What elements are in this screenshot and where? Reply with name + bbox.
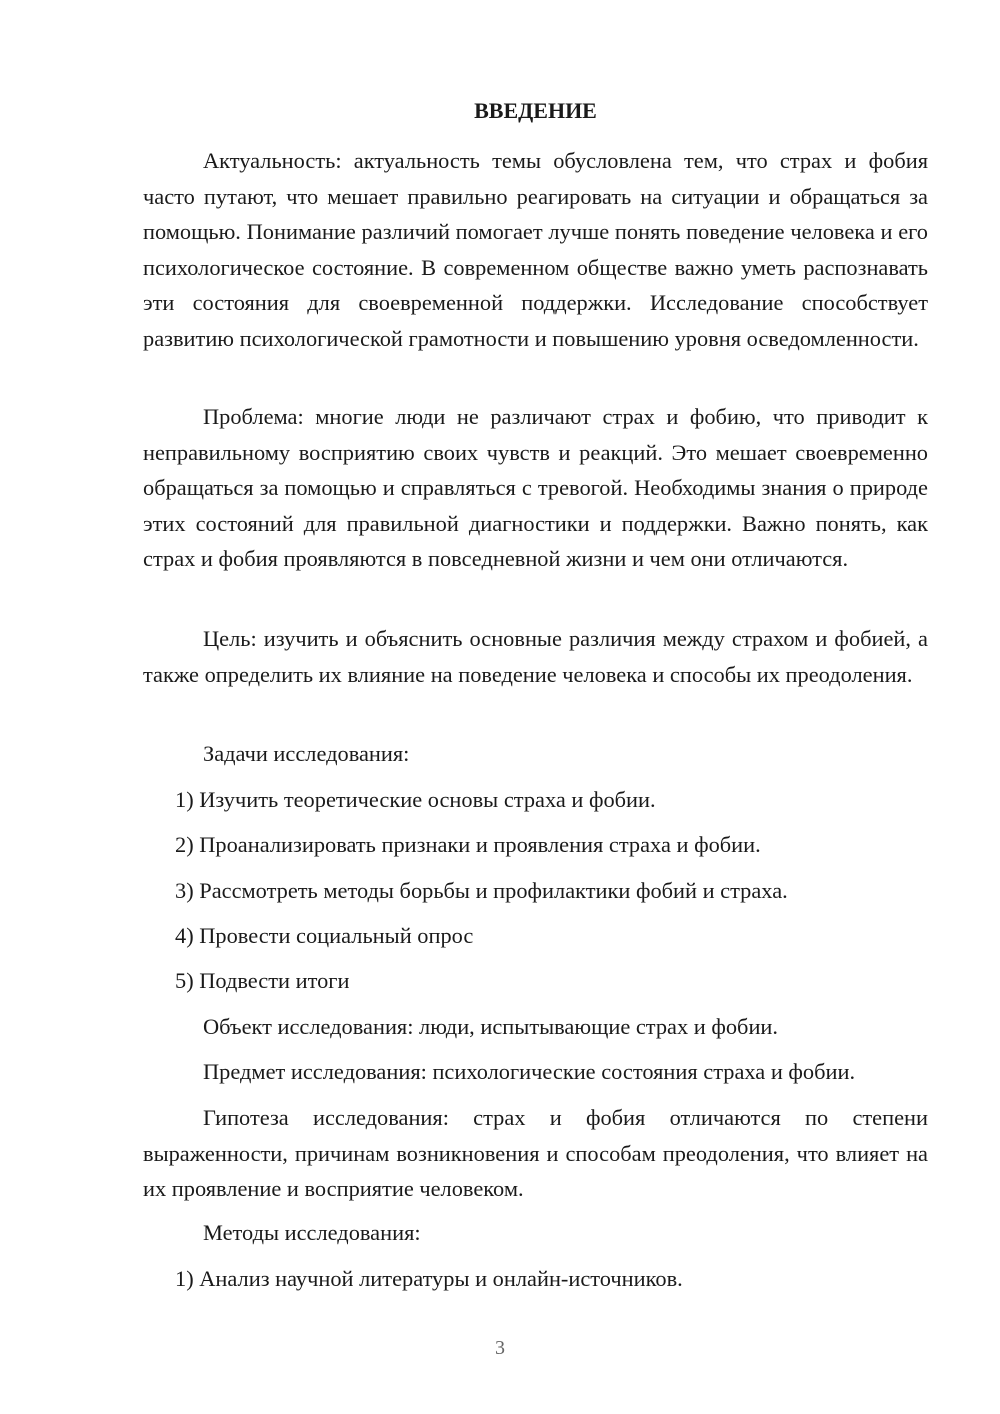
paragraph-subject: Предмет исследования: психологические состояния страха и фобии. bbox=[203, 1059, 856, 1084]
task-item: 3) Рассмотреть методы борьбы и профилактики фобий и страха. bbox=[175, 878, 788, 903]
task-item: 2) Проанализировать признаки и проявления страха и фобии. bbox=[175, 832, 761, 857]
tasks-heading: Задачи исследования: bbox=[203, 741, 410, 766]
paragraph-object: Объект исследования: люди, испытывающие страх и фобии. bbox=[203, 1014, 779, 1039]
page-number: 3 bbox=[495, 1337, 505, 1359]
method-item: 1) Анализ научной литературы и онлайн-источников. bbox=[175, 1266, 683, 1291]
paragraph-problem: Проблема: многие люди не различают страх и фобию, что приводит к неправильному восприятию своих чувств и реакций. Это мешает своевременно обращаться за помощью и справляться с тревогой. Необходимы знания о природе этих состояний для правильной диагностики и поддержки. Важно понять, как страх и фобия проявляются в повседневной жизни и чем они отличаются. bbox=[143, 404, 928, 571]
task-item: 1) Изучить теоретические основы страха и фобии. bbox=[175, 787, 656, 812]
task-item: 5) Подвести итоги bbox=[175, 968, 350, 993]
section-title: ВВЕДЕНИЕ bbox=[474, 98, 597, 123]
paragraph-goal: Цель: изучить и объяснить основные различия между страхом и фобией, а также определить их влияние на поведение человека и способы их преодоления. bbox=[143, 626, 928, 687]
paragraph-hypothesis: Гипотеза исследования: страх и фобия отличаются по степени выраженности, причинам возникновения и способам преодоления, что влияет на их проявление и восприятие человеком. bbox=[143, 1105, 928, 1201]
methods-heading: Методы исследования: bbox=[203, 1220, 421, 1245]
task-item: 4) Провести социальный опрос bbox=[175, 923, 474, 948]
paragraph-relevance: Актуальность: актуальность темы обусловлена тем, что страх и фобия часто путают, что мешает правильно реагировать на ситуации и обращаться за помощью. Понимание различий помогает лучше понять поведение человека и его психологическое состояние. В современном обществе важно уметь распознавать эти состояния для своевременной поддержки. Исследование способствует развитию психологической грамотности и повышению уровня осведомленности. bbox=[143, 148, 928, 351]
